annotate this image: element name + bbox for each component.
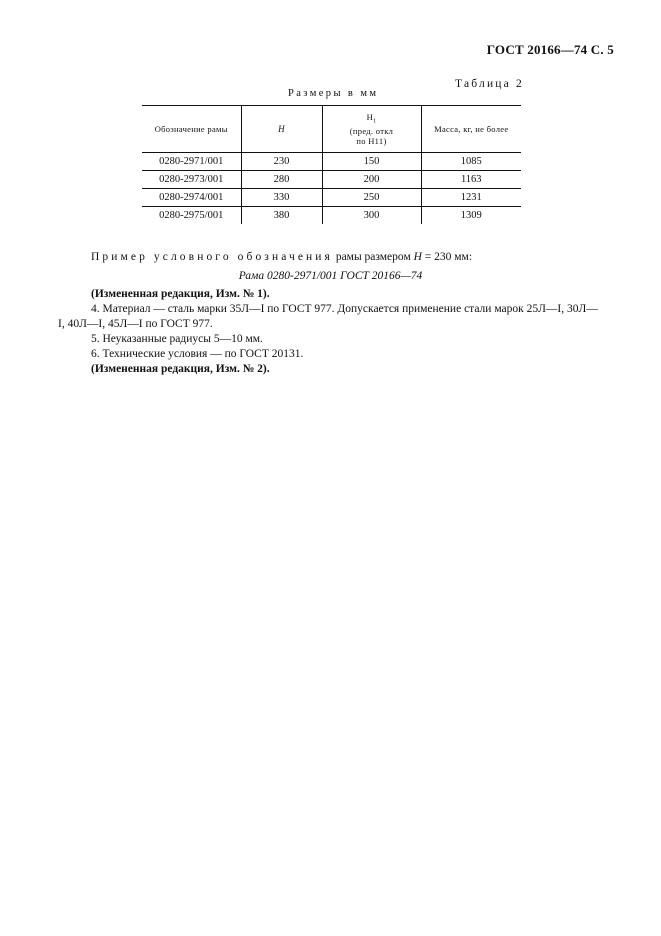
column-header-h1 bbox=[322, 106, 421, 153]
cell-designation: 0280-2974/001 bbox=[142, 189, 241, 207]
cell-designation: 0280-2971/001 bbox=[159, 156, 224, 167]
paragraph-radii bbox=[58, 332, 604, 347]
table-row bbox=[142, 153, 521, 171]
example-heading: Пример условного обозначения bbox=[91, 251, 333, 263]
example-designation: Рама 0280-2971/001 ГОСТ 20166—74 bbox=[238, 270, 423, 282]
cell-h1: 200 bbox=[322, 171, 421, 189]
cell-h: 280 bbox=[241, 171, 322, 189]
table-label: Таблица 2 bbox=[455, 78, 524, 90]
h1-note-line2: по H11) bbox=[356, 136, 387, 147]
example-symbol: H bbox=[413, 251, 422, 263]
example-text-before: рамы размером bbox=[332, 251, 414, 263]
cell-mass: 1163 bbox=[421, 171, 521, 189]
tech-conditions-text: 6. Технические условия — по ГОСТ 20131. bbox=[91, 348, 304, 360]
column-header-mass: Масса, кг, не более bbox=[421, 106, 521, 153]
cell-h: 230 bbox=[241, 153, 322, 171]
page-header: ГОСТ 20166—74 С. 5 bbox=[486, 42, 614, 57]
cell-designation: 0280-2973/001 bbox=[142, 171, 241, 189]
amendment-note: (Измененная редакция, Изм. № 2). bbox=[91, 363, 270, 375]
example-text-after: = 230 мм: bbox=[421, 251, 473, 263]
h1-subscript: 1 bbox=[373, 118, 377, 125]
column-header-designation: Обозначение рамы bbox=[142, 106, 241, 153]
amendment-note: (Измененная редакция, Изм. № 1). bbox=[91, 288, 270, 300]
cell-h1: 300 bbox=[322, 207, 421, 225]
radii-text: 5. Неуказанные радиусы 5—10 мм. bbox=[91, 333, 263, 345]
h1-note-line1: (пред. откл bbox=[349, 126, 394, 137]
paragraph-material bbox=[58, 302, 604, 332]
designation-example-line bbox=[91, 251, 472, 263]
table-header-row bbox=[142, 106, 521, 153]
cell-h: 380 bbox=[241, 207, 322, 225]
cell-mass: 1085 bbox=[421, 153, 521, 171]
dimensions-table bbox=[142, 105, 521, 224]
table-row bbox=[142, 171, 521, 189]
table-row bbox=[142, 207, 521, 225]
cell-mass: 1309 bbox=[421, 207, 521, 225]
paragraph-amendment-2 bbox=[58, 362, 604, 377]
column-header-h: H bbox=[241, 106, 322, 153]
paragraph-tech-conditions bbox=[58, 347, 604, 362]
table-units-caption: Размеры в мм bbox=[288, 88, 379, 99]
material-text: 4. Материал — сталь марки 35Л—I по ГОСТ 977. Допускается применение стали марок 25Л—I, 30Л—I, 40Л—I, 45Л—I по ГОСТ 977. bbox=[58, 303, 598, 330]
cell-mass: 1231 bbox=[421, 189, 521, 207]
cell-h1: 250 bbox=[322, 189, 421, 207]
cell-h: 330 bbox=[241, 189, 322, 207]
paragraph-amendment-1 bbox=[58, 287, 604, 302]
cell-designation: 0280-2975/001 bbox=[142, 207, 241, 225]
h1-symbol: H bbox=[366, 111, 374, 122]
cell-h1: 150 bbox=[322, 153, 421, 171]
table-row bbox=[142, 189, 521, 207]
